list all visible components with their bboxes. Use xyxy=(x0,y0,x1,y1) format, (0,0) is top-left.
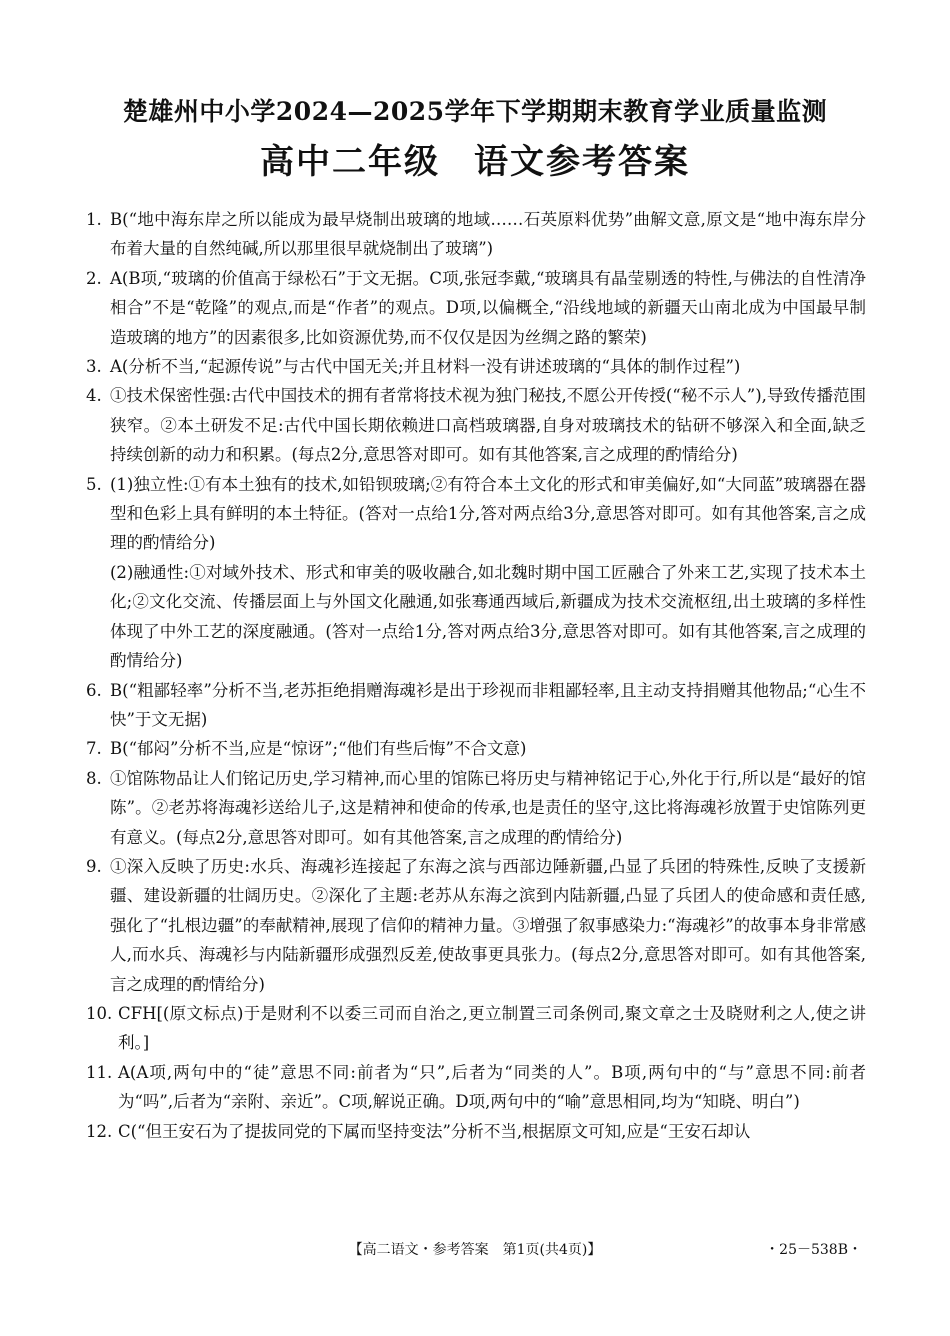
answer-item-11 xyxy=(86,1058,866,1117)
answer-number: 5. xyxy=(86,474,102,494)
footer-paper-code: ・25－538B・ xyxy=(765,1242,862,1258)
answer-text: ①技术保密性强:古代中国技术的拥有者常将技术视为独门秘技,不愿公开传授(“秘不示人”),导致传播范围狭窄。②本土研发不足:古代中国长期依赖进口高档玻璃器,自身对玻璃技术的钻研不够深入和全面,缺乏持续创新的动力和积累。(每点2分,意思答对即可。如有其他答案,言之成理的酌情给分) xyxy=(110,386,866,465)
answer-item-5 xyxy=(86,470,866,676)
answer-text: B(“粗鄙轻率”分析不当,老苏拒绝捐赠海魂衫是出于珍视而非粗鄙轻率,且主动支持捐赠其他物品;“心生不快”于文无据) xyxy=(110,680,866,729)
answer-text: ①深入反映了历史:水兵、海魂衫连接起了东海之滨与西部边陲新疆,凸显了兵团的特殊性,反映了支援新疆、建设新疆的壮阔历史。②深化了主题:老苏从东海之滨到内陆新疆,凸显了兵团人的使命感和责任感,强化了“扎根边疆”的奉献精神,展现了信仰的精神力量。③增强了叙事感染力:“海魂衫”的故事本身非常感人,而水兵、海魂衫与内陆新疆形成强烈反差,使故事更具张力。(每点2分,意思答对即可。如有其他答案,言之成理的酌情给分) xyxy=(110,856,866,994)
answer-text: ①馆陈物品让人们铭记历史,学习精神,而心里的馆陈已将历史与精神铭记于心,外化于行,所以是“最好的馆陈”。②老苏将海魂衫送给儿子,这是精神和使命的传承,也是责任的坚守,这比将海魂衫放置于史馆陈列更有意义。(每点2分,意思答对即可。如有其他答案,言之成理的酌情给分) xyxy=(110,768,866,847)
answer-text: A(B项,“玻璃的价值高于绿松石”于文无据。C项,张冠李戴,“玻璃具有晶莹剔透的特性,与佛法的自性清净相合”不是“乾隆”的观点,而是“作者”的观点。D项,以偏概全,“沿线地域的新疆天山南北成为中国最早制造玻璃的地方”的因素很多,比如资源优势,而不仅仅是因为丝绸之路的繁荣) xyxy=(110,268,866,347)
answer-item-8 xyxy=(86,764,866,852)
answer-number: 1. xyxy=(86,210,102,229)
exam-title: 楚雄州中小学2024—2025学年下学期期末教育学业质量监测 xyxy=(122,97,828,126)
answer-item-12 xyxy=(86,1117,866,1146)
subject-label: 语文参考答案 xyxy=(474,142,690,182)
footer-page-info: 【高二语文・参考答案 第1页(共4页)】 xyxy=(348,1242,602,1258)
answer-number: 11. xyxy=(86,1062,113,1082)
answer-number: 4. xyxy=(86,386,102,406)
answer-item-10 xyxy=(86,999,866,1058)
exam-subtitle xyxy=(0,134,950,183)
answer-number: 8. xyxy=(86,768,102,788)
answer-list xyxy=(86,205,866,1146)
answer-number: 6. xyxy=(86,680,102,700)
answer-number: 10. xyxy=(86,1003,113,1023)
answer-text-part-2: (2)融通性:①对域外技术、形式和审美的吸收融合,如北魏时期中国工匠融合了外来工艺,实现了技术本土化;②文化交流、传播层面上与外国文化融通,如张骞通西域后,新疆成为技术交流枢纽,出土玻璃的多样性体现了中外工艺的深度融通。(答对一点给1分,答对两点给3分,意思答对即可。如有其他答案,言之成理的酌情给分) xyxy=(110,562,866,671)
answer-item-7 xyxy=(86,734,866,763)
answer-item-6 xyxy=(86,676,866,735)
answer-text: CFH[(原文标点)于是财利不以委三司而自治之,更立制置三司条例司,聚文章之士及晓财利之人,使之讲利。] xyxy=(118,1003,866,1053)
answer-item-9 xyxy=(86,852,866,999)
answer-text: A(分析不当,“起源传说”与古代中国无关;并且材料一没有讲述玻璃的“具体的制作过程”) xyxy=(110,357,741,377)
answer-item-1 xyxy=(86,205,866,264)
answer-number: 9. xyxy=(86,856,102,876)
answer-number: 12. xyxy=(86,1121,113,1141)
answer-text-part-1: (1)独立性:①有本土独有的技术,如铅钡玻璃;②有符合本土文化的形式和审美偏好,如“大同蓝”玻璃器在器型和色彩上具有鲜明的本土特征。(答对一点给1分,答对两点给3分,意思答对即可。如有其他答案,言之成理的酌情给分) xyxy=(110,474,866,553)
answer-item-2 xyxy=(86,264,866,352)
answer-text: B(“地中海东岸之所以能成为最早烧制出玻璃的地域……石英原料优势”曲解文意,原文是“地中海东岸分布着大量的自然纯碱,所以那里很早就烧制出了玻璃”) xyxy=(110,210,866,259)
answer-number: 7. xyxy=(86,739,102,759)
answer-number: 2. xyxy=(86,268,102,288)
answer-text: C(“但王安石为了提拔同党的下属而坚持变法”分析不当,根据原文可知,应是“王安石却认 xyxy=(118,1121,751,1141)
answer-text: A(A项,两句中的“徒”意思不同:前者为“只”,后者为“同类的人”。B项,两句中的“与”意思不同:前者为“吗”,后者为“亲附、亲近”。C项,解说正确。D项,两句中的“喻”意思相同,均为“知晓、明白”) xyxy=(118,1062,866,1112)
answer-item-4 xyxy=(86,381,866,469)
answer-text: B(“郁闷”分析不当,应是“惊讶”;“他们有些后悔”不合文意) xyxy=(110,739,527,759)
answer-number: 3. xyxy=(86,357,102,377)
grade-label: 高中二年级 xyxy=(260,142,440,182)
page-footer xyxy=(0,1239,950,1263)
answer-item-3 xyxy=(86,352,866,381)
